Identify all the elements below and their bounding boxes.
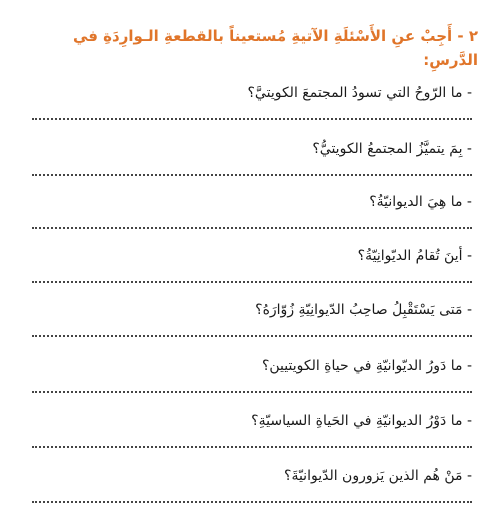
- exercise-instruction-continued: الدَّرسِ:: [423, 51, 478, 69]
- question-1: [32, 82, 472, 140]
- question-text: - ما دَوْرُ الديوانيّةِ في الحَياةِ السياسيّةِ؟: [251, 413, 472, 429]
- question-4: [32, 245, 472, 303]
- answer-line[interactable]: [32, 227, 472, 229]
- answer-line[interactable]: [32, 501, 472, 503]
- exercise-instruction: أَجِبْ عنِ الأَسْئلَةِ الآتيةِ مُستعيناً بالقطعةِ الـوارِدَةِ في: [72, 27, 453, 45]
- answer-line[interactable]: [32, 446, 472, 448]
- answer-line[interactable]: [32, 391, 472, 393]
- question-text: - أينَ تُقامُ الديّوانِيّةُ؟: [357, 248, 472, 264]
- question-text: - ما هِيَ الديوانيّةُ؟: [369, 194, 472, 210]
- exercise-heading: [16, 24, 478, 72]
- question-6: [32, 355, 472, 413]
- question-8: [32, 465, 472, 523]
- question-5: [32, 299, 472, 357]
- question-3: [32, 191, 472, 249]
- exercise-number: ٢ -: [457, 27, 478, 45]
- answer-line[interactable]: [32, 281, 472, 283]
- answer-line[interactable]: [32, 335, 472, 337]
- answer-line[interactable]: [32, 174, 472, 176]
- question-text: - مَنْ هُم الذين يَزورون الدّيوانيّةَ؟: [284, 468, 472, 484]
- question-2: [32, 138, 472, 196]
- question-7: [32, 410, 472, 468]
- question-text: - مَتى يَسْتَقْبِلُ صاحِبُ الدّيوانِيّةِ زُوّارَهُ؟: [255, 302, 472, 318]
- question-text: - ما دَورُ الديّوانيّةِ في حياةِ الكويتيين؟: [261, 358, 472, 374]
- question-text: - بِمَ يتميَّزُ المجتمعُ الكويتيُّ؟: [312, 141, 472, 157]
- question-text: - ما الرّوحُ التي تسودُ المجتمعَ الكويتيَّ؟: [247, 85, 472, 101]
- answer-line[interactable]: [32, 118, 472, 120]
